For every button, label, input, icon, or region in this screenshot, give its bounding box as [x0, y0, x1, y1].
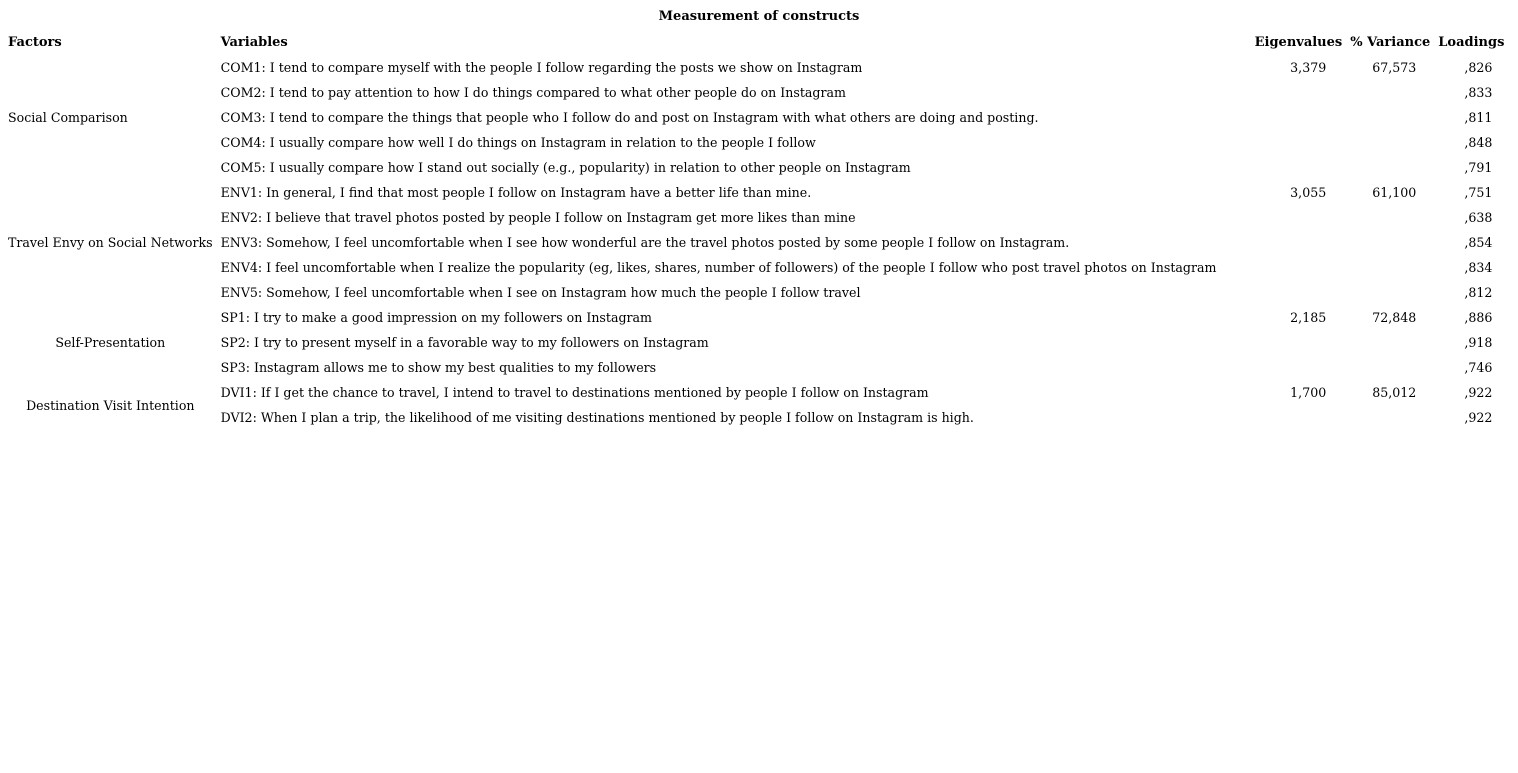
- table-header: [4, 30, 1508, 55]
- eigenvalue-cell: [1251, 405, 1347, 430]
- table-caption: Measurement of constructs: [658, 9, 860, 24]
- table-row: [4, 380, 1508, 405]
- loading-cell: ,812: [1464, 285, 1493, 300]
- loading-cell: ,886: [1464, 310, 1493, 325]
- variable-cell: COM1: I tend to compare myself with the people I follow regarding the posts we show on Instagram: [220, 60, 863, 75]
- eigenvalue-cell: 3,055: [1290, 185, 1327, 200]
- variable-cell: ENV4: I feel uncomfortable when I realize the popularity (eg, likes, shares, number of followers) of the people I follow who post travel photos on Instagram: [220, 260, 1217, 275]
- table-row: [4, 255, 1508, 280]
- variable-cell: COM5: I usually compare how I stand out socially (e.g., popularity) in relation to other people on Instagram: [220, 160, 911, 175]
- table-body: [4, 55, 1508, 430]
- variable-cell: DVI2: When I plan a trip, the likelihood of me visiting destinations mentioned by people I follow on Instagram is high.: [220, 410, 974, 425]
- variance-cell: [1346, 355, 1434, 380]
- variance-cell: 72,848: [1372, 310, 1417, 325]
- loading-cell: ,922: [1464, 385, 1493, 400]
- variance-cell: [1346, 130, 1434, 155]
- header-factors: Factors: [8, 35, 62, 50]
- eigenvalue-cell: 1,700: [1290, 385, 1327, 400]
- variance-cell: [1346, 255, 1434, 280]
- table-row: [4, 130, 1508, 155]
- loading-cell: ,638: [1464, 210, 1493, 225]
- eigenvalue-cell: [1251, 280, 1347, 305]
- variable-cell: ENV1: In general, I find that most people I follow on Instagram have a better life than mine.: [220, 185, 812, 200]
- variable-cell: COM2: I tend to pay attention to how I do things compared to what other people do on Instagram: [220, 85, 846, 100]
- variance-cell: [1346, 230, 1434, 255]
- variable-cell: DVI1: If I get the chance to travel, I intend to travel to destinations mentioned by people I follow on Instagram: [220, 385, 929, 400]
- table-row: [4, 180, 1508, 205]
- eigenvalue-cell: [1251, 205, 1347, 230]
- header-variables: Variables: [220, 35, 288, 50]
- loading-cell: ,854: [1464, 235, 1493, 250]
- header-row: [4, 30, 1508, 55]
- variance-cell: 61,100: [1372, 185, 1417, 200]
- eigenvalue-cell: [1251, 355, 1347, 380]
- loading-cell: ,833: [1464, 85, 1493, 100]
- variance-cell: [1346, 155, 1434, 180]
- eigenvalue-cell: [1251, 105, 1347, 130]
- table-row: [4, 205, 1508, 230]
- loading-cell: ,848: [1464, 135, 1493, 150]
- variance-cell: [1346, 280, 1434, 305]
- loading-cell: ,918: [1464, 335, 1493, 350]
- variable-cell: ENV5: Somehow, I feel uncomfortable when I see on Instagram how much the people I follow travel: [220, 285, 861, 300]
- variable-cell: ENV2: I believe that travel photos posted by people I follow on Instagram get more likes than mine: [220, 210, 856, 225]
- eigenvalue-cell: [1251, 155, 1347, 180]
- variable-cell: COM4: I usually compare how well I do things on Instagram in relation to the people I follow: [220, 135, 816, 150]
- variance-cell: 85,012: [1372, 385, 1417, 400]
- variable-cell: COM3: I tend to compare the things that people who I follow do and post on Instagram with what others are doing and posting.: [220, 110, 1039, 125]
- variable-cell: SP1: I try to make a good impression on my followers on Instagram: [220, 310, 652, 325]
- table-row: [4, 405, 1508, 430]
- loading-cell: ,746: [1464, 360, 1493, 375]
- table-row: [4, 305, 1508, 330]
- factor-label: Destination Visit Intention: [26, 397, 195, 413]
- header-variance: % Variance: [1350, 35, 1431, 50]
- header-eigenvalues: Eigenvalues: [1254, 35, 1343, 50]
- table-row: [4, 330, 1508, 355]
- variance-cell: [1346, 205, 1434, 230]
- eigenvalue-cell: [1251, 255, 1347, 280]
- loading-cell: ,834: [1464, 260, 1493, 275]
- variable-cell: SP3: Instagram allows me to show my best qualities to my followers: [220, 360, 657, 375]
- eigenvalue-cell: [1251, 230, 1347, 255]
- factor-label: Social Comparison: [8, 110, 128, 125]
- variance-cell: [1346, 80, 1434, 105]
- loading-cell: ,791: [1464, 160, 1493, 175]
- factor-label: Travel Envy on Social Networks: [8, 235, 213, 250]
- loading-cell: ,826: [1464, 60, 1493, 75]
- eigenvalue-cell: 2,185: [1290, 310, 1327, 325]
- table-row: [4, 80, 1508, 105]
- eigenvalue-cell: 3,379: [1290, 60, 1327, 75]
- table-row: [4, 105, 1508, 130]
- variance-cell: [1346, 330, 1434, 355]
- variable-cell: ENV3: Somehow, I feel uncomfortable when I see how wonderful are the travel photos posted by some people I follow on Instagram.: [220, 235, 1070, 250]
- eigenvalue-cell: [1251, 80, 1347, 105]
- table-row: [4, 155, 1508, 180]
- variable-cell: SP2: I try to present myself in a favorable way to my followers on Instagram: [220, 335, 709, 350]
- constructs-table: [4, 30, 1508, 430]
- loading-cell: ,922: [1464, 410, 1493, 425]
- loading-cell: ,811: [1464, 110, 1493, 125]
- header-loadings: Loadings: [1438, 35, 1505, 50]
- loading-cell: ,751: [1464, 185, 1493, 200]
- factor-label: Self-Presentation: [55, 335, 166, 350]
- variance-cell: [1346, 405, 1434, 430]
- table-row: [4, 280, 1508, 305]
- table-row: [4, 55, 1508, 80]
- eigenvalue-cell: [1251, 330, 1347, 355]
- table-row: [4, 355, 1508, 380]
- eigenvalue-cell: [1251, 130, 1347, 155]
- table-row: [4, 230, 1508, 255]
- variance-cell: 67,573: [1372, 60, 1417, 75]
- variance-cell: [1346, 105, 1434, 130]
